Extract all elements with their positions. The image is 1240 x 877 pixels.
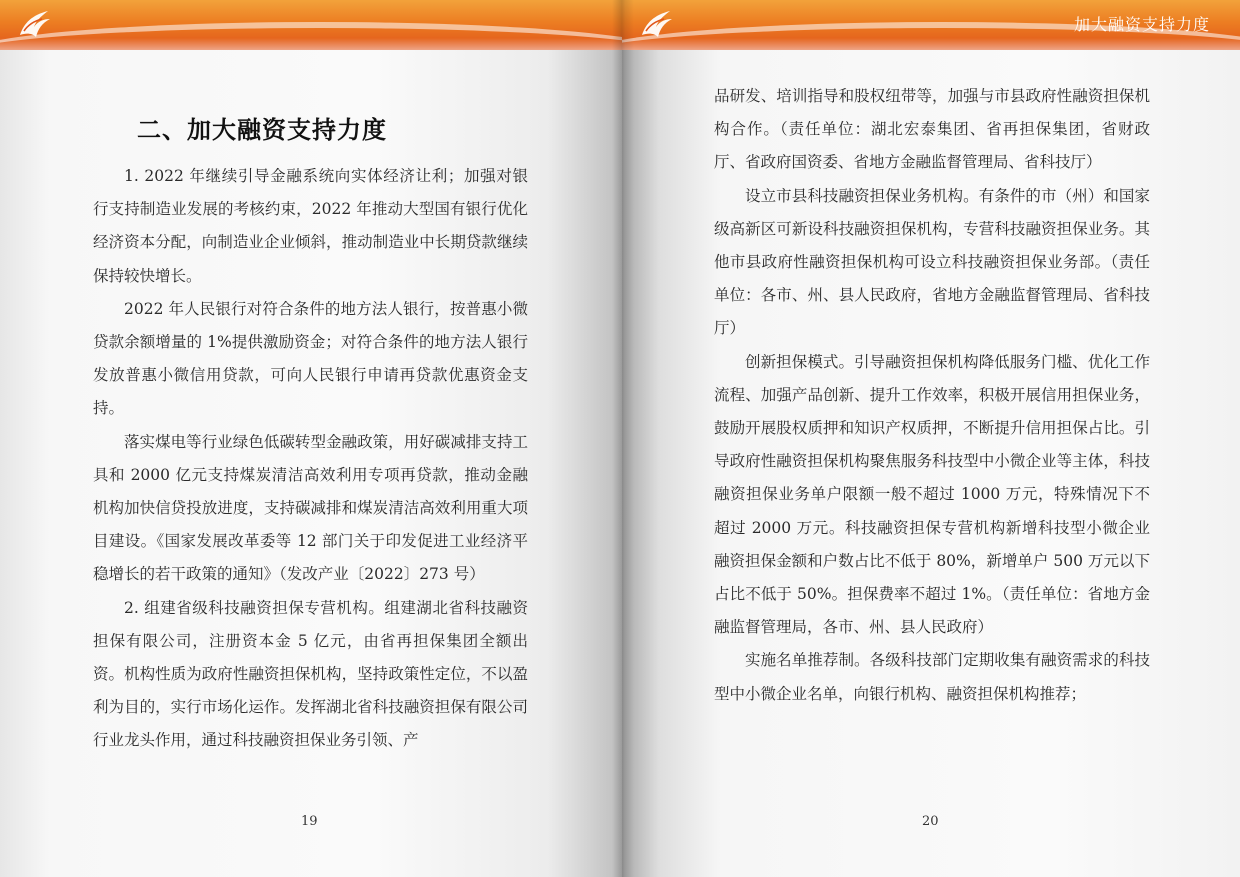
paragraph: 2022 年人民银行对符合条件的地方法人银行，按普惠小微贷款余额增量的 1%提供激励资金；对符合条件的地方法人银行发放普惠小微信用贷款，可向人民银行申请再贷款优惠资金支持。	[93, 299, 528, 418]
book-gutter	[612, 0, 634, 877]
banner-swoosh	[0, 22, 622, 50]
right-page-body	[714, 80, 1150, 711]
paragraph: 2. 组建省级科技融资担保专营机构。组建湖北省科技融资担保有限公司，注册资本金 5 亿元，由省再担保集团全额出资。机构性质为政府性融资担保机构，坚持政策性定位，不以盈利为目的，实行市场化运作。发挥湖北省科技融资担保有限公司行业龙头作用，通过科技融资担保业务引领、产	[93, 598, 528, 750]
phoenix-logo-icon	[636, 5, 676, 45]
paragraph: 设立市县科技融资担保业务机构。有条件的市（州）和国家级高新区可新设科技融资担保机构，专营科技融资担保业务。其他市县政府性融资担保机构可设立科技融资担保业务部。（责任单位：各市、州、县人民政府，省地方金融监督管理局、省科技厅）	[714, 186, 1150, 338]
page-number: 19	[301, 814, 318, 829]
paragraph-continuation: 品研发、培训指导和股权纽带等，加强与市县政府性融资担保机构合作。（责任单位：湖北宏泰集团、省再担保集团，省财政厅、省政府国资委、省地方金融监督管理局、省科技厅）	[714, 87, 1150, 172]
paragraph: 1. 2022 年继续引导金融系统向实体经济让利；加强对银行支持制造业发展的考核约束，2022 年推动大型国有银行优化经济资本分配，向制造业企业倾斜，推动制造业中长期贷款继续保持较快增长。	[93, 167, 528, 285]
paragraph: 实施名单推荐制。各级科技部门定期收集有融资需求的科技型中小微企业名单，向银行机构、融资担保机构推荐；	[714, 651, 1150, 703]
left-page-body	[93, 160, 528, 758]
banner-title: 加大融资支持力度	[1073, 15, 1210, 34]
phoenix-logo-icon	[14, 5, 54, 45]
page-number: 20	[922, 814, 939, 829]
header-banner	[0, 0, 622, 50]
paragraph: 落实煤电等行业绿色低碳转型金融政策，用好碳减排支持工具和 2000 亿元支持煤炭清洁高效利用专项再贷款，推动金融机构加快信贷投放进度，支持碳减排和煤炭清洁高效利用重大项目建设。《国家发展改革委等 12 部门关于印发促进工业经济平稳增长的若干政策的通知》（发改产业〔2022〕273 号）	[93, 432, 528, 584]
header-banner	[622, 0, 1240, 50]
right-page	[622, 0, 1240, 877]
section-title: 二、加大融资支持力度	[137, 116, 387, 144]
paragraph: 创新担保模式。引导融资担保机构降低服务门槛、优化工作流程、加强产品创新、提升工作效率，积极开展信用担保业务，鼓励开展股权质押和知识产权质押，不断提升信用担保占比。引导政府性融资担保机构聚焦服务科技型中小微企业等主体，科技融资担保业务单户限额一般不超过 1000 万元，特殊情况下不超过 2000 万元。科技融资担保专营机构新增科技型小微企业融资担保金额和户数占比不低于 80%，新增单户 500 万元以下占比不低于 50%。担保费率不超过 1%。（责任单位：省地方金融监督管理局，各市、州、县人民政府）	[714, 352, 1150, 637]
